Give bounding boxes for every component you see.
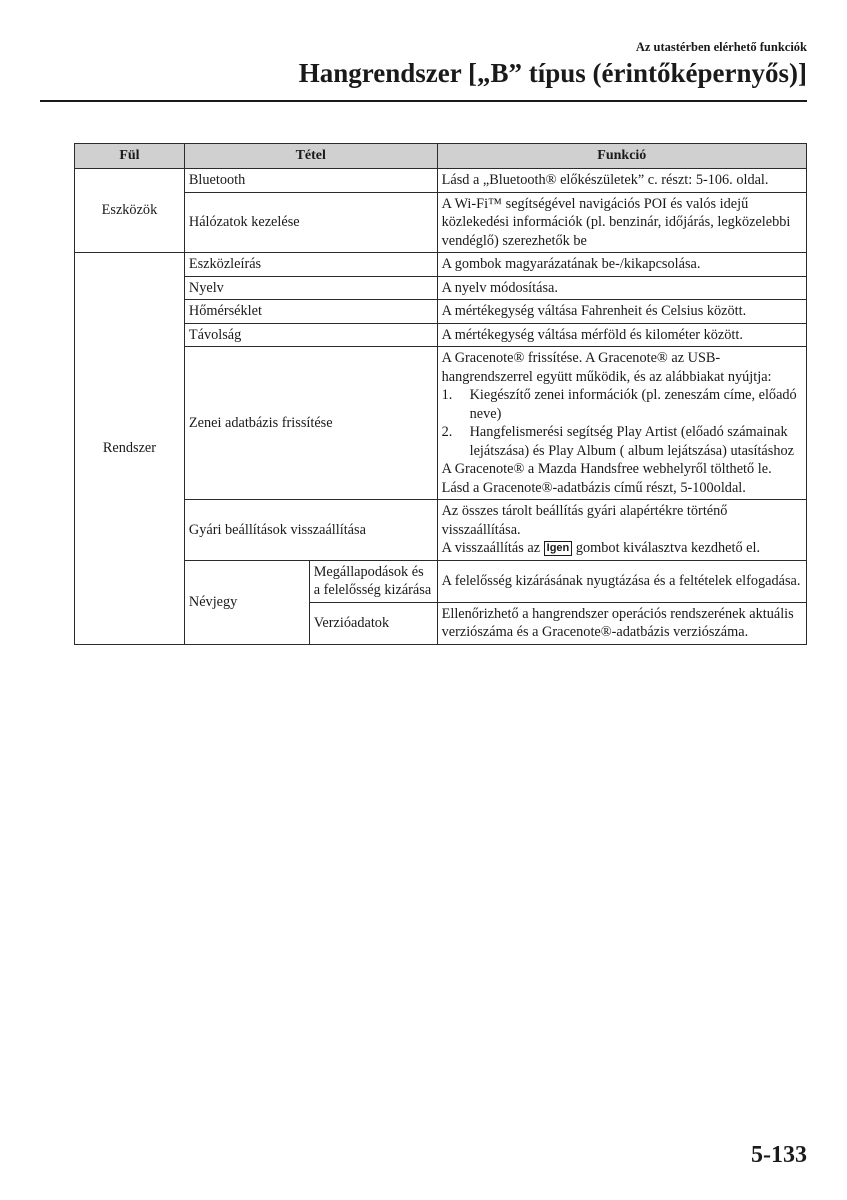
item-cell: Zenei adatbázis frissítése — [184, 347, 437, 500]
item-cell: Névjegy — [184, 560, 309, 644]
function-cell: Ellenőrizhető a hangrendszer operációs rendszerének aktuális verziószáma és a Gracenote®-adatbázis verziószáma. — [437, 602, 806, 644]
function-reference: Lásd a Gracenote®-adatbázis című részt, 5-100oldal. — [441, 479, 746, 496]
table-row — [75, 323, 807, 347]
table-row — [75, 300, 807, 324]
table-row — [75, 192, 807, 253]
function-cell — [437, 347, 806, 500]
function-list — [442, 386, 802, 460]
function-cell — [437, 500, 806, 561]
function-cell: A nyelv módosítása. — [437, 276, 806, 300]
subitem-cell: Verzióadatok — [309, 602, 437, 644]
function-cell: A felelősség kizárásának nyugtázása és a feltételek elfogadása. — [437, 560, 806, 602]
subitem-cell: Megállapodások és a felelősség kizárása — [309, 560, 437, 602]
list-item — [442, 386, 802, 423]
item-cell: Bluetooth — [184, 169, 437, 193]
igen-key-label: Igen — [544, 541, 573, 556]
function-cell: Lásd a „Bluetooth® előkészületek” c. részt: 5-106. oldal. — [437, 169, 806, 193]
function-download-note: A Gracenote® a Mazda Handsfree webhelyről tölthető le. — [441, 461, 772, 477]
list-number: 1. — [441, 387, 453, 403]
item-cell: Távolság — [184, 323, 437, 347]
page-number: 5-133 — [751, 1142, 807, 1168]
list-item — [442, 423, 802, 460]
function-cell: A mértékegység váltása Fahrenheit és Celsius között. — [437, 300, 806, 324]
tab-cell-eszkozok: Eszközök — [75, 169, 185, 253]
list-number: 2. — [441, 424, 453, 440]
item-cell: Hálózatok kezelése — [184, 192, 437, 253]
tab-cell-rendszer: Rendszer — [75, 253, 185, 645]
table-row — [75, 276, 807, 300]
function-cell: A gombok magyarázatának be-/kikapcsolása. — [437, 253, 806, 277]
settings-table — [74, 143, 807, 645]
table-row — [75, 347, 807, 500]
table-row — [75, 560, 807, 602]
item-cell: Nyelv — [184, 276, 437, 300]
table-row — [75, 500, 807, 561]
column-header-tab: Fül — [75, 144, 185, 169]
function-cell: A Wi-Fi™ segítségével navigációs POI és valós idejű közlekedési információk (pl. benzinár, időjárás, legközelebbi vendéglő) szerezhetők be — [437, 192, 806, 253]
text-after-key: gombot kiválasztva kezdhető el. — [575, 540, 761, 556]
column-header-function: Funkció — [437, 144, 806, 169]
function-cell: A mértékegység váltása mérföld és kilométer között. — [437, 323, 806, 347]
function-text: Az összes tárolt beállítás gyári alapértékre történő visszaállítása. — [441, 503, 728, 538]
column-header-item: Tétel — [184, 144, 437, 169]
function-text — [442, 539, 802, 558]
text-before-key: A visszaállítás az — [441, 540, 541, 556]
item-cell: Gyári beállítások visszaállítása — [184, 500, 437, 561]
list-text: Hangfelismerési segítség Play Artist (előadó számainak lejátszása) és Play Album ( album lejátszása) utasításhoz — [469, 424, 794, 459]
list-text: Kiegészítő zenei információk (pl. zeneszám címe, előadó neve) — [469, 387, 797, 422]
title-rule — [40, 100, 807, 102]
item-cell: Eszközleírás — [184, 253, 437, 277]
function-intro: A Gracenote® frissítése. A Gracenote® az USB-hangrendszerrel együtt működik, és az alábbiakat nyújtja: — [441, 350, 772, 385]
table-row — [75, 253, 807, 277]
page-title: Hangrendszer [„B” típus (érintőképernyős)] — [298, 58, 807, 88]
table-header-row — [75, 144, 807, 169]
table-row — [75, 169, 807, 193]
item-cell: Hőmérséklet — [184, 300, 437, 324]
section-label: Az utastérben elérhető funkciók — [635, 40, 807, 54]
